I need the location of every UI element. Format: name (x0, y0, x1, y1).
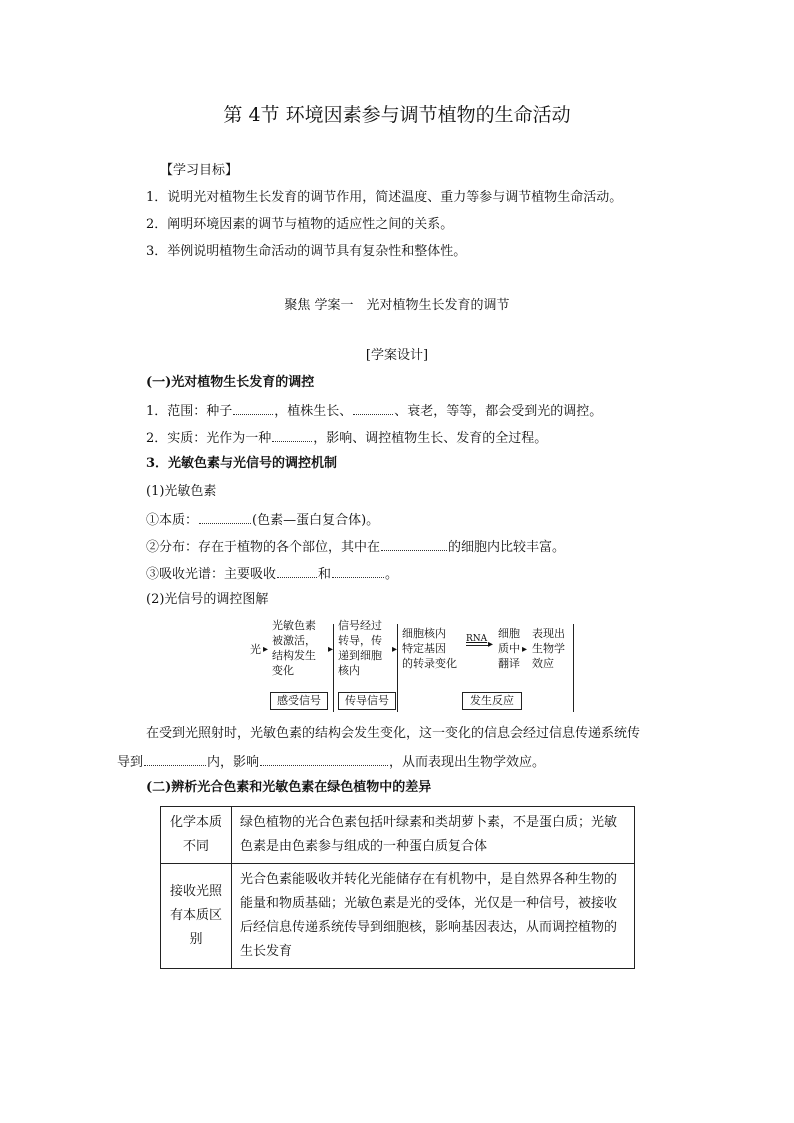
row-header: 接收光照有本质区别 (161, 864, 232, 969)
nature-line: ①本质： (色素—蛋白复合体)。 (146, 510, 379, 530)
row-header: 化学本质不同 (161, 807, 232, 864)
blank-protein (199, 510, 251, 524)
page-title: 第 4节 环境因素参与调节植物的生命活动 (223, 104, 571, 126)
blank-growth (353, 401, 393, 415)
diagram-step3: 细胞核内 特定基因 的转录变化 (402, 627, 457, 670)
blank-seed (233, 401, 273, 415)
row-content: 绿色植物的光合色素包括叶绿素和类胡萝卜素，不是蛋白质；光敏色素是由色素参与组成的一种蛋白质复合体 (232, 807, 635, 864)
diagram-step5: 表现出 生物学 效应 (532, 627, 565, 670)
arrow-icon: ▸ (522, 644, 528, 655)
part2-heading: (二)辨析光合色素和光敏色素在绿色植物中的差异 (146, 780, 432, 795)
row-content: 光合色素能吸收并转化光能储存在有机物中，是自然界各种生物的能量和物质基础；光敏色素是光的受体，光仅是一种信号，被接收后经信息传递系统传导到细胞核，影响基因表达，从而调控植物的生长发育 (232, 864, 635, 969)
divider (397, 624, 398, 712)
arrow-icon: ▸ (263, 644, 269, 655)
section-title: 聚焦 学案一 光对植物生长发育的调节 (284, 298, 510, 313)
essence-line: 2．实质：光作为一种 ，影响、调控植物生长、发育的全过程。 (146, 428, 547, 448)
box-transduce-signal: 传导信号 (338, 692, 396, 710)
range-line: 1．范围：种子 ，植株生长、 、衰老，等等，都会受到光的调控。 (146, 401, 602, 421)
diagram-light: 光 (250, 643, 261, 656)
paragraph-line-2: 导到 内，影响 ，从而表现出生物学效应。 (117, 752, 545, 772)
diagram-step4: 细胞 质中 翻译 (498, 627, 520, 670)
absorption-line: ③吸收光谱：主要吸收 和 。 (146, 564, 398, 584)
diagram-rna-label: RNA (466, 634, 488, 644)
blank-far-red (332, 564, 384, 578)
rna-arrow-line (466, 645, 490, 646)
blank-signal (272, 428, 312, 442)
part1-heading: (一)光对植物生长发育的调控 (146, 375, 315, 390)
distribution-line: ②分布：存在于植物的各个部位，其中在 的细胞内比较丰富。 (146, 537, 565, 557)
objectives-heading: 【学习目标】 (160, 163, 239, 178)
divider (333, 624, 334, 712)
blank-nucleus (144, 752, 206, 766)
arrow-icon: ▸ (488, 639, 494, 650)
paragraph-line-1: 在受到光照射时，光敏色素的结构会发生变化，这一变化的信息会经过信息传递系统传 (146, 726, 641, 741)
objective-item-1: 1．说明光对植物生长发育的调节作用，简述温度、重力等参与调节植物生命活动。 (146, 190, 623, 205)
design-label: [学案设计] (365, 348, 429, 363)
divider (573, 624, 574, 712)
box-response: 发生反应 (462, 692, 522, 710)
table-row (161, 807, 635, 864)
diagram-step2: 信号经过 转导，传 递到细胞 核内 (338, 619, 382, 677)
phytochrome-heading: (1)光敏色素 (146, 484, 217, 499)
arrow-icon: ▸ (328, 644, 334, 655)
arrow-icon: ▸ (392, 644, 398, 655)
blank-red-light (277, 564, 317, 578)
blank-gene-expression (260, 752, 388, 766)
blank-meristem (381, 537, 447, 551)
comparison-table (160, 806, 635, 969)
objective-item-2: 2．阐明环境因素的调节与植物的适应性之间的关系。 (146, 217, 454, 232)
box-sense-signal: 感受信号 (270, 692, 328, 710)
objective-item-3: 3．举例说明植物生命活动的调节具有复杂性和整体性。 (146, 244, 467, 259)
mechanism-heading: 3．光敏色素与光信号的调控机制 (146, 456, 338, 471)
diagram-heading: (2)光信号的调控图解 (146, 592, 269, 607)
table-row (161, 864, 635, 969)
diagram-step1: 光敏色素 被激活， 结构发生 变化 (272, 619, 316, 677)
